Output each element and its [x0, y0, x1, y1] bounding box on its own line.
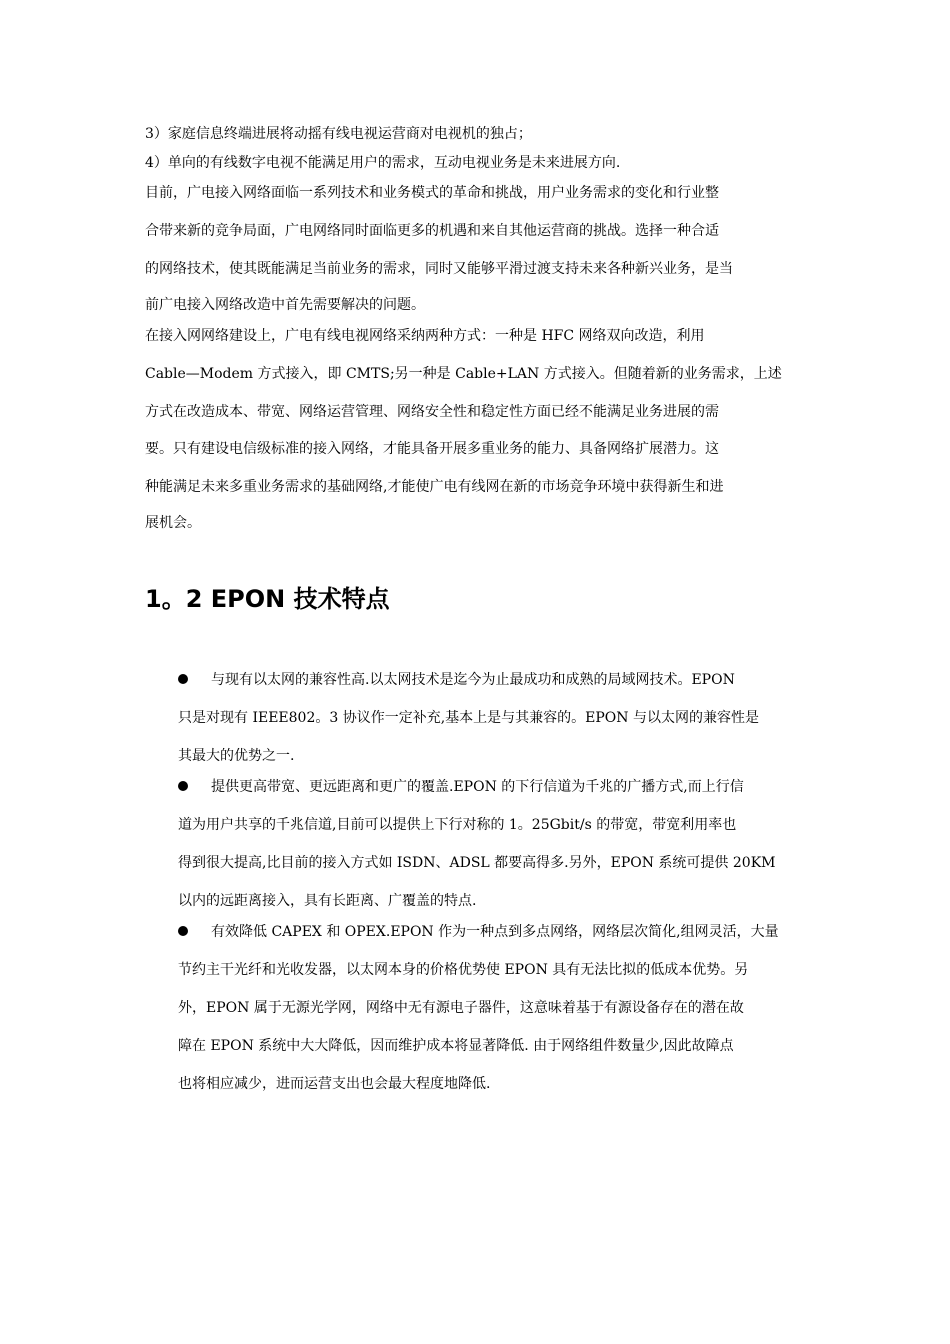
- text-line: 外，EPON 属于无源光学网，网络中无有源电子器件，这意味着基于有源设备存在的潜在故: [178, 1000, 744, 1016]
- text-line: 4）单向的有线数字电视不能满足用户的需求，互动电视业务是未来进展方向.: [145, 155, 621, 171]
- text-line: 其最大的优势之一.: [178, 748, 295, 764]
- text-line: 展机会。: [145, 515, 201, 531]
- text-line: 得到很大提高,比目前的接入方式如 ISDN、ADSL 都要高得多.另外，EPON 系统可提供 20KM: [178, 855, 776, 871]
- text-line: 的网络技术，使其既能满足当前业务的需求，同时又能够平滑过渡支持未来各种新兴业务，是当: [145, 261, 733, 277]
- text-line: 有效降低 CAPEX 和 OPEX.EPON 作为一种点到多点网络，网络层次简化,组网灵活，大量: [211, 924, 779, 940]
- text-line: 种能满足未来多重业务需求的基础网络,才能使广电有线网在新的市场竞争环境中获得新生和进: [145, 479, 724, 495]
- bullet-dot-icon: [178, 674, 188, 684]
- text-line: 与现有以太网的兼容性高.以太网技术是迄今为止最成功和成熟的局域网技术。EPON: [211, 672, 735, 688]
- text-line: 只是对现有 IEEE802。3 协议作一定补充,基本上是与其兼容的。EPON 与以太网的兼容性是: [178, 710, 759, 726]
- list-item: [178, 773, 807, 802]
- text-line: 道为用户共享的千兆信道,目前可以提供上下行对称的 1。25Gbit/s 的带宽，带宽利用率也: [178, 817, 737, 833]
- list-item: [178, 666, 807, 695]
- text-line: 提供更高带宽、更远距离和更广的覆盖.EPON 的下行信道为千兆的广播方式,而上行信: [211, 779, 744, 795]
- text-line: 节约主干光纤和光收发器，以太网本身的价格优势使 EPON 具有无法比拟的低成本优势。另: [178, 962, 749, 978]
- text-line: 方式在改造成本、带宽、网络运营管理、网络安全性和稳定性方面已经不能满足业务进展的需: [145, 404, 719, 420]
- text-line: 目前，广电接入网络面临一系列技术和业务模式的革命和挑战，用户业务需求的变化和行业整: [145, 185, 719, 201]
- text-line: Cable—Modem 方式接入，即 CMTS;另一种是 Cable+LAN 方式接入。但随着新的业务需求，上述: [145, 366, 782, 382]
- text-line: 也将相应减少，进而运营支出也会最大程度地降低.: [178, 1076, 491, 1092]
- text-line: 3）家庭信息终端进展将动摇有线电视运营商对电视机的独占；: [145, 126, 532, 142]
- text-line: 以内的远距离接入，具有长距离、广覆盖的特点.: [178, 893, 477, 909]
- bullet-list: [145, 666, 807, 1099]
- list-item-continuation: [178, 704, 807, 771]
- text-line: 要。只有建设电信级标准的接入网络，才能具备开展多重业务的能力、具备网络扩展潜力。这: [145, 441, 719, 457]
- text-line: 障在 EPON 系统中大大降低，因而维护成本将显著降低. 由于网络组件数量少,因此故障点: [178, 1038, 734, 1054]
- intro-section: [145, 122, 807, 538]
- section-heading: 1。2 EPON 技术特点: [145, 585, 390, 613]
- bullet-dot-icon: [178, 781, 188, 791]
- text-line: 在接入网网络建设上，广电有线电视网络采纳两种方式：一种是 HFC 网络双向改造，利用: [145, 328, 705, 344]
- text-line: 合带来新的竞争局面，广电网络同时面临更多的机遇和来自其他运营商的挑战。选择一种合适: [145, 223, 719, 239]
- page-content: [145, 122, 807, 1099]
- bullet-dot-icon: [178, 926, 188, 936]
- list-item-continuation: [178, 811, 807, 916]
- list-item-continuation: [178, 956, 807, 1099]
- list-item: [178, 918, 807, 947]
- text-line: 前广电接入网络改造中首先需要解决的问题。: [145, 297, 425, 313]
